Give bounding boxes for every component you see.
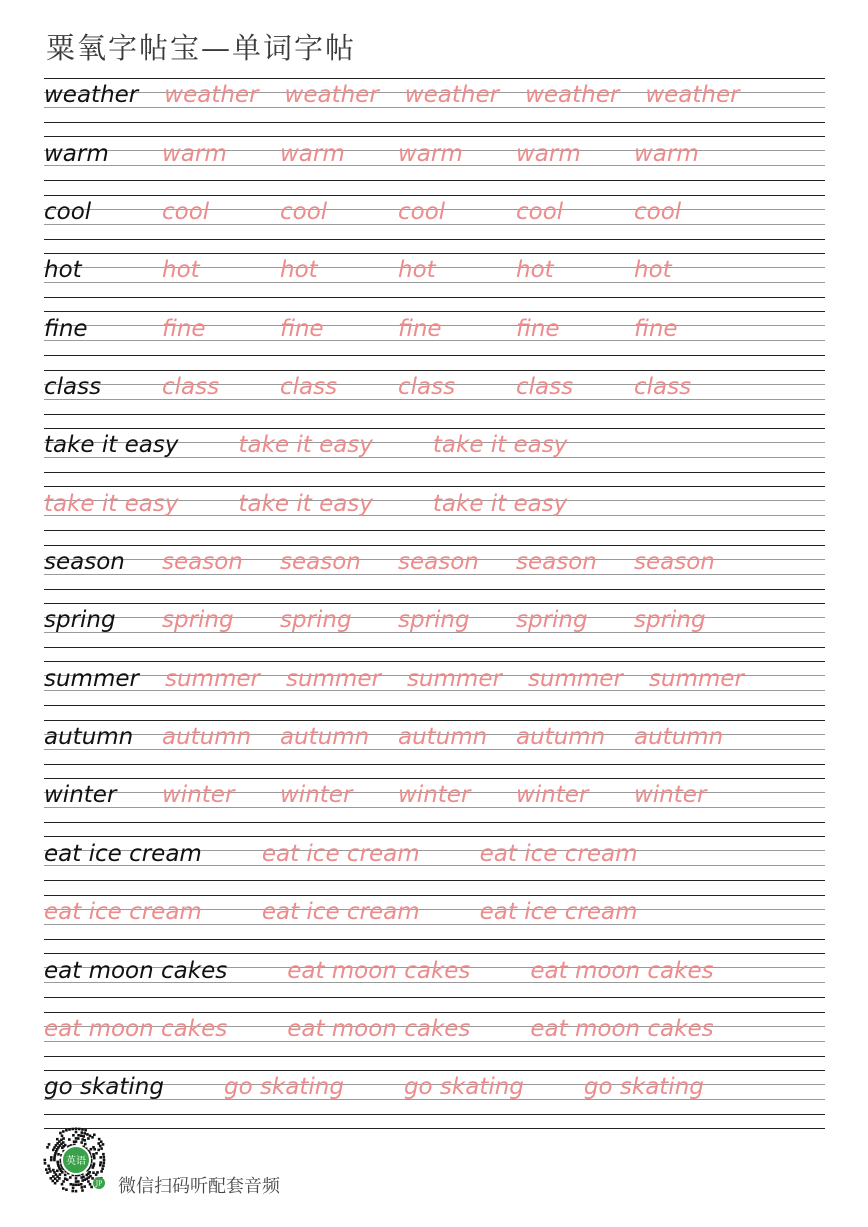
ruled-line: [44, 603, 825, 604]
trace-word: season: [162, 549, 243, 576]
trace-word: take it easy: [238, 432, 373, 459]
practice-row: [44, 428, 825, 486]
trace-word: cool: [516, 199, 564, 226]
trace-word: summer: [285, 665, 381, 692]
model-word: eat moon cakes: [44, 957, 228, 984]
practice-row: [44, 78, 825, 136]
trace-word: weather: [404, 82, 500, 109]
model-word: cool: [44, 199, 92, 226]
trace-word: hot: [398, 257, 436, 284]
model-word: summer: [44, 665, 139, 692]
trace-word: class: [634, 374, 692, 401]
practice-row: [44, 486, 825, 544]
trace-word: eat ice cream: [261, 899, 420, 926]
trace-word: spring: [634, 607, 706, 634]
practice-row: [44, 1012, 825, 1070]
trace-word: spring: [516, 607, 588, 634]
ruled-line: [44, 647, 825, 648]
trace-word: hot: [634, 257, 672, 284]
practice-row: [44, 836, 825, 894]
model-word: take it easy: [44, 432, 179, 459]
qr-code-icon[interactable]: [40, 1124, 112, 1196]
trace-word: spring: [162, 607, 234, 634]
ruled-line: [44, 997, 825, 998]
ruled-line: [44, 297, 825, 298]
trace-word: cool: [162, 199, 210, 226]
practice-row: [44, 720, 825, 778]
trace-word: warm: [634, 140, 699, 167]
trace-word: autumn: [162, 724, 252, 751]
trace-word: eat moon cakes: [287, 1015, 471, 1042]
ruled-line: [44, 720, 825, 721]
ruled-line: [44, 953, 825, 954]
ruled-line: [44, 822, 825, 823]
ruled-line: [44, 355, 825, 356]
trace-word: take it easy: [432, 490, 568, 517]
trace-word: summer: [527, 665, 623, 692]
practice-row: [44, 661, 825, 719]
trace-word: go skating: [403, 1074, 524, 1101]
trace-word: eat ice cream: [479, 899, 638, 926]
model-word: eat ice cream: [44, 840, 202, 867]
trace-word: class: [162, 374, 220, 401]
trace-word: fine: [516, 315, 560, 342]
trace-word: eat moon cakes: [287, 957, 471, 984]
ruled-line: [44, 661, 825, 662]
trace-word: warm: [280, 140, 345, 167]
model-word: fine: [44, 315, 88, 342]
practice-row: [44, 253, 825, 311]
ruled-line: [44, 180, 825, 181]
trace-word: weather: [645, 82, 740, 109]
ruled-line: [44, 486, 825, 487]
model-word: winter: [44, 782, 117, 809]
trace-word: weather: [525, 82, 620, 109]
trace-word: fine: [398, 315, 442, 342]
trace-word: take it easy: [432, 432, 568, 459]
ruled-line: [44, 836, 825, 837]
ruled-line: [44, 1056, 825, 1057]
model-word: go skating: [44, 1074, 164, 1101]
trace-word: autumn: [398, 724, 488, 751]
practice-sheet: [44, 78, 825, 1129]
ruled-line: [44, 764, 825, 765]
practice-row: [44, 370, 825, 428]
trace-word: take it easy: [44, 490, 179, 517]
ruled-line: [44, 705, 825, 706]
ruled-line: [44, 136, 825, 137]
trace-word: winter: [280, 782, 353, 809]
trace-word: season: [634, 549, 715, 576]
trace-word: class: [516, 374, 574, 401]
trace-word: hot: [162, 257, 200, 284]
trace-word: go skating: [583, 1074, 704, 1101]
practice-row: [44, 1070, 825, 1128]
trace-word: warm: [398, 140, 463, 167]
trace-word: eat ice cream: [261, 840, 420, 867]
trace-word: cool: [634, 199, 682, 226]
trace-word: hot: [516, 257, 554, 284]
trace-word: autumn: [516, 724, 606, 751]
ruled-line: [44, 195, 825, 196]
practice-row: [44, 778, 825, 836]
trace-word: class: [398, 374, 456, 401]
trace-word: fine: [280, 315, 324, 342]
trace-word: go skating: [223, 1074, 344, 1101]
model-word: weather: [44, 82, 139, 109]
trace-word: weather: [284, 82, 379, 109]
trace-word: autumn: [280, 724, 370, 751]
ruled-line: [44, 778, 825, 779]
trace-word: eat moon cakes: [44, 1015, 228, 1042]
trace-word: autumn: [634, 724, 724, 751]
trace-word: warm: [516, 140, 581, 167]
ruled-line: [44, 428, 825, 429]
trace-word: summer: [164, 665, 260, 692]
ruled-line: [44, 370, 825, 371]
trace-word: take it easy: [238, 490, 373, 517]
trace-word: summer: [648, 665, 744, 692]
ruled-line: [44, 895, 825, 896]
model-word: season: [44, 549, 125, 576]
practice-row: [44, 545, 825, 603]
page-title: 粟氧字帖宝—单词字帖: [46, 31, 357, 65]
trace-word: eat moon cakes: [530, 1015, 714, 1042]
model-word: class: [44, 374, 102, 401]
trace-word: eat ice cream: [479, 840, 638, 867]
trace-word: weather: [164, 82, 259, 109]
ruled-line: [44, 239, 825, 240]
ruled-line: [44, 589, 825, 590]
ruled-line: [44, 414, 825, 415]
trace-word: season: [398, 549, 479, 576]
ruled-line: [44, 939, 825, 940]
trace-word: cool: [398, 199, 446, 226]
trace-word: winter: [162, 782, 235, 809]
practice-row: [44, 195, 825, 253]
ruled-line: [44, 1012, 825, 1013]
ruled-line: [44, 78, 825, 79]
practice-row: [44, 895, 825, 953]
model-word: warm: [44, 140, 109, 167]
qr-badge-label: 英语: [66, 1156, 86, 1167]
model-word: hot: [44, 257, 82, 284]
trace-word: hot: [280, 257, 318, 284]
practice-row: [44, 603, 825, 661]
trace-word: summer: [406, 665, 502, 692]
trace-word: winter: [516, 782, 589, 809]
qr-corner-label: JP: [95, 1180, 103, 1188]
footer: [40, 1124, 340, 1200]
ruled-line: [44, 311, 825, 312]
trace-word: season: [516, 549, 597, 576]
trace-word: winter: [398, 782, 471, 809]
trace-word: spring: [398, 607, 470, 634]
ruled-line: [44, 253, 825, 254]
trace-word: fine: [162, 315, 206, 342]
practice-row: [44, 953, 825, 1011]
ruled-line: [44, 1114, 825, 1115]
ruled-line: [44, 530, 825, 531]
trace-word: season: [280, 549, 361, 576]
trace-word: fine: [634, 315, 678, 342]
ruled-line: [44, 122, 825, 123]
ruled-line: [44, 880, 825, 881]
ruled-line: [44, 1070, 825, 1071]
ruled-line: [44, 545, 825, 546]
trace-word: cool: [280, 199, 328, 226]
trace-word: warm: [162, 140, 227, 167]
footer-caption: 微信扫码听配套音频: [118, 1176, 280, 1197]
trace-word: class: [280, 374, 338, 401]
practice-row: [44, 136, 825, 194]
ruled-line: [44, 472, 825, 473]
trace-word: spring: [280, 607, 352, 634]
practice-row: [44, 311, 825, 369]
trace-word: winter: [634, 782, 707, 809]
model-word: spring: [44, 607, 116, 634]
trace-word: eat ice cream: [44, 899, 202, 926]
trace-word: eat moon cakes: [530, 957, 714, 984]
model-word: autumn: [44, 724, 134, 751]
